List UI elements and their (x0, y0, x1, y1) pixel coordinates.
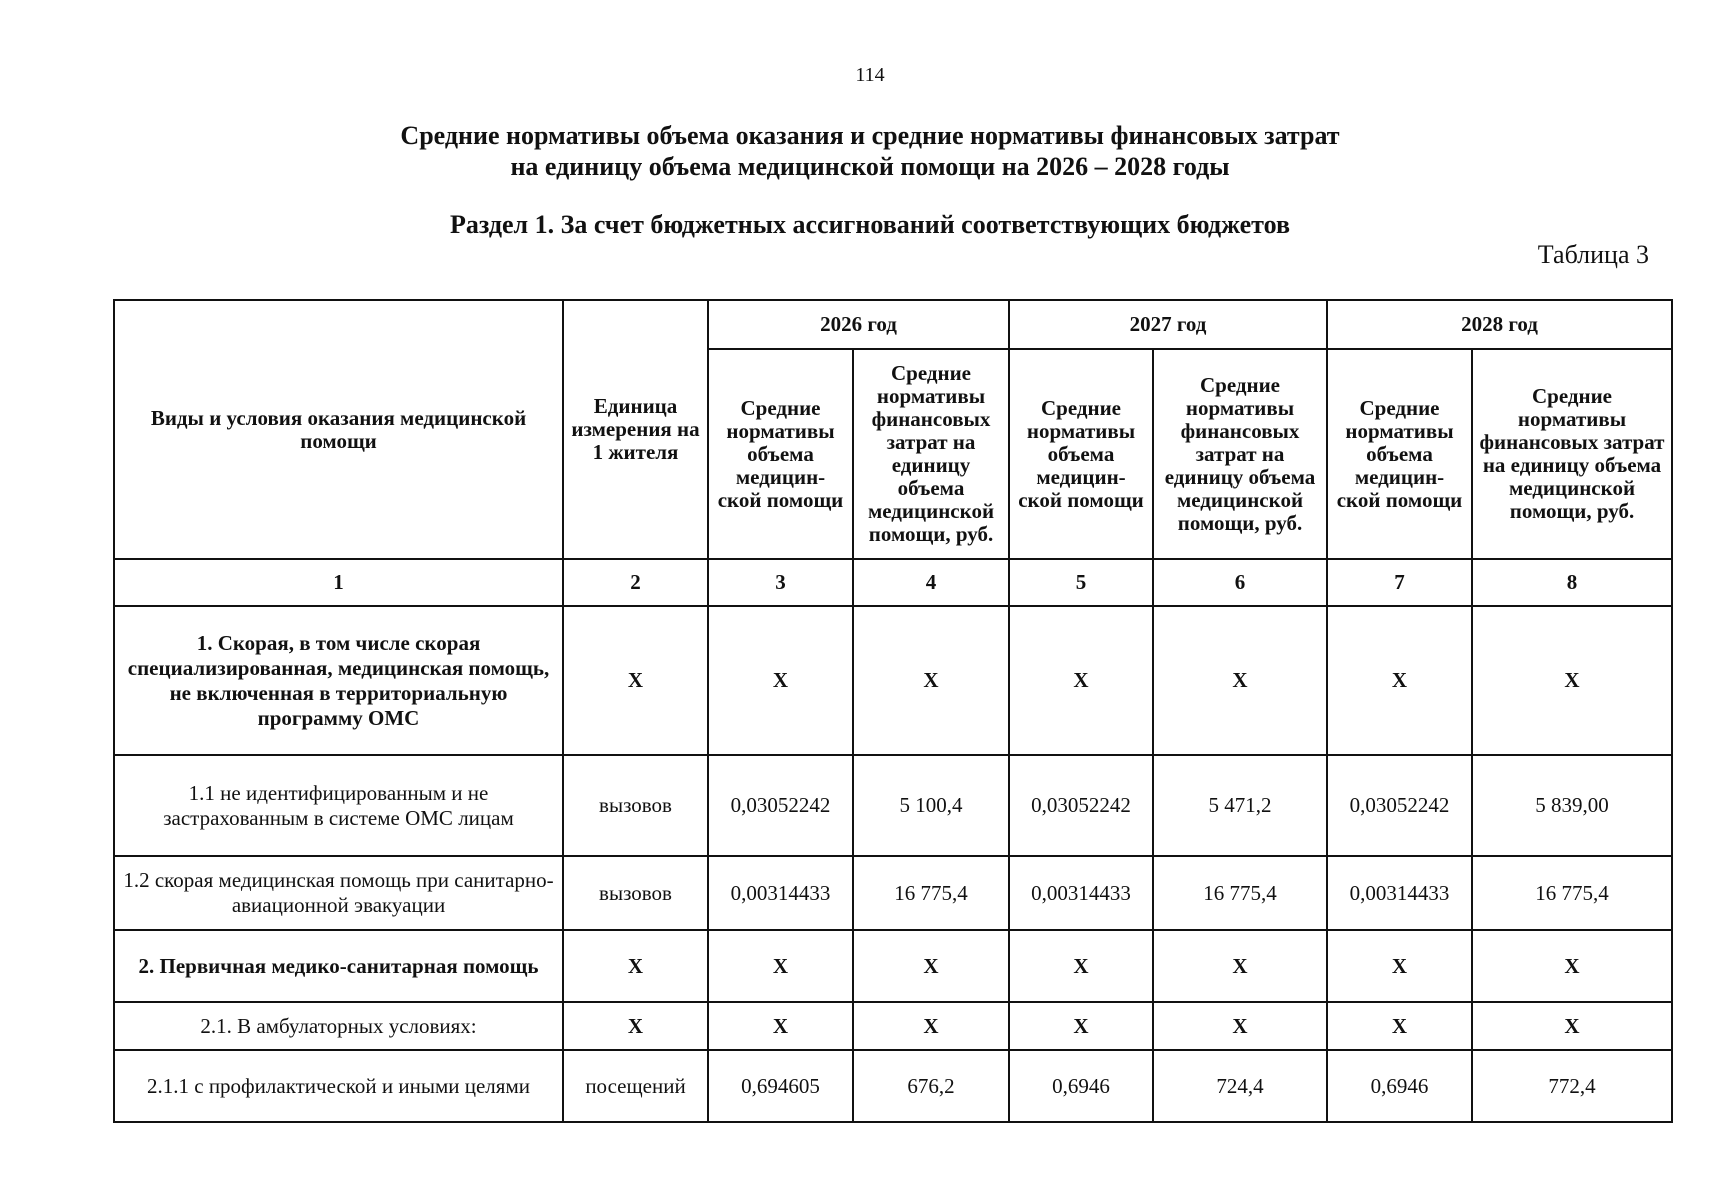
header-service-type: Виды и условия оказания медицинской помощи (114, 300, 563, 559)
cost-2027: 16 775,4 (1153, 856, 1327, 930)
volume-2026: 0,03052242 (708, 755, 853, 856)
row-unit: Х (563, 930, 708, 1002)
header-cost-2027: Средние нормативы финансовых затрат на единицу объема медицинской помощи, руб. (1153, 349, 1327, 559)
column-number: 2 (563, 559, 708, 606)
table-row (114, 606, 1672, 755)
title-line-1: Средние нормативы объема оказания и средние нормативы финансовых затрат (400, 121, 1340, 150)
volume-2026: 0,00314433 (708, 856, 853, 930)
norms-table (113, 299, 1673, 1123)
cost-2026: 16 775,4 (853, 856, 1009, 930)
header-unit: Единица измерения на 1 жителя (563, 300, 708, 559)
table-row (114, 1002, 1672, 1050)
cost-2027: 5 471,2 (1153, 755, 1327, 856)
cost-2028: 16 775,4 (1472, 856, 1672, 930)
header-year-2026: 2026 год (708, 300, 1009, 349)
cost-2028: Х (1472, 1002, 1672, 1050)
column-number-row (114, 559, 1672, 606)
row-name: 2. Первичная медико-санитарная помощь (114, 930, 563, 1002)
cost-2028: 772,4 (1472, 1050, 1672, 1122)
table-row (114, 1050, 1672, 1122)
column-number: 7 (1327, 559, 1472, 606)
cost-2026: Х (853, 606, 1009, 755)
column-number: 5 (1009, 559, 1153, 606)
section-heading: Раздел 1. За счет бюджетных ассигнований соответствующих бюджетов (450, 210, 1290, 239)
row-unit: посещений (563, 1050, 708, 1122)
volume-2026: Х (708, 1002, 853, 1050)
cost-2028: Х (1472, 930, 1672, 1002)
cost-2028: 5 839,00 (1472, 755, 1672, 856)
volume-2026: Х (708, 606, 853, 755)
column-number: 1 (114, 559, 563, 606)
table-label: Таблица 3 (1537, 240, 1649, 269)
cost-2027: Х (1153, 1002, 1327, 1050)
cost-2026: Х (853, 930, 1009, 1002)
volume-2027: 0,6946 (1009, 1050, 1153, 1122)
document-title (0, 120, 1714, 182)
volume-2027: 0,03052242 (1009, 755, 1153, 856)
column-number: 6 (1153, 559, 1327, 606)
volume-2028: Х (1327, 606, 1472, 755)
row-unit: Х (563, 606, 708, 755)
volume-2028: Х (1327, 1002, 1472, 1050)
volume-2027: Х (1009, 930, 1153, 1002)
volume-2028: 0,6946 (1327, 1050, 1472, 1122)
volume-2028: 0,03052242 (1327, 755, 1472, 856)
cost-2026: 676,2 (853, 1050, 1009, 1122)
header-cost-2028: Средние нормативы финансовых затрат на единицу объема медицинской помощи, руб. (1472, 349, 1672, 559)
volume-2027: 0,00314433 (1009, 856, 1153, 930)
header-year-2028: 2028 год (1327, 300, 1672, 349)
page-number: 114 (855, 64, 885, 86)
volume-2028: 0,00314433 (1327, 856, 1472, 930)
header-cost-2026: Средние нормативы финансовых затрат на единицу объема медицинской помощи, руб. (853, 349, 1009, 559)
cost-2027: Х (1153, 606, 1327, 755)
header-volume-2028: Средние нормативы объема медицин-ской помощи (1327, 349, 1472, 559)
table-row (114, 755, 1672, 856)
row-unit: вызовов (563, 755, 708, 856)
header-volume-2026: Средние нормативы объема медицин-ской помощи (708, 349, 853, 559)
header-row-years (114, 300, 1672, 349)
row-name: 2.1. В амбулаторных условиях: (114, 1002, 563, 1050)
title-line-2: на единицу объема медицинской помощи на 2026 – 2028 годы (510, 152, 1230, 181)
volume-2026: 0,694605 (708, 1050, 853, 1122)
table-row (114, 856, 1672, 930)
cost-2027: 724,4 (1153, 1050, 1327, 1122)
cost-2026: 5 100,4 (853, 755, 1009, 856)
column-number: 8 (1472, 559, 1672, 606)
cost-2026: Х (853, 1002, 1009, 1050)
column-number: 3 (708, 559, 853, 606)
row-unit: Х (563, 1002, 708, 1050)
header-volume-2027: Средние нормативы объема медицин-ской помощи (1009, 349, 1153, 559)
volume-2027: Х (1009, 606, 1153, 755)
row-name: 1.1 не идентифицированным и не застрахованным в системе ОМС лицам (114, 755, 563, 856)
row-name: 1.2 скорая медицинская помощь при санитарно-авиационной эвакуации (114, 856, 563, 930)
cost-2027: Х (1153, 930, 1327, 1002)
table-row (114, 930, 1672, 1002)
volume-2027: Х (1009, 1002, 1153, 1050)
row-name: 1. Скорая, в том числе скорая специализированная, медицинская помощь, не включенная в территориальную программу ОМС (114, 606, 563, 755)
cost-2028: Х (1472, 606, 1672, 755)
volume-2028: Х (1327, 930, 1472, 1002)
row-unit: вызовов (563, 856, 708, 930)
volume-2026: Х (708, 930, 853, 1002)
header-year-2027: 2027 год (1009, 300, 1327, 349)
row-name: 2.1.1 с профилактической и иными целями (114, 1050, 563, 1122)
column-number: 4 (853, 559, 1009, 606)
